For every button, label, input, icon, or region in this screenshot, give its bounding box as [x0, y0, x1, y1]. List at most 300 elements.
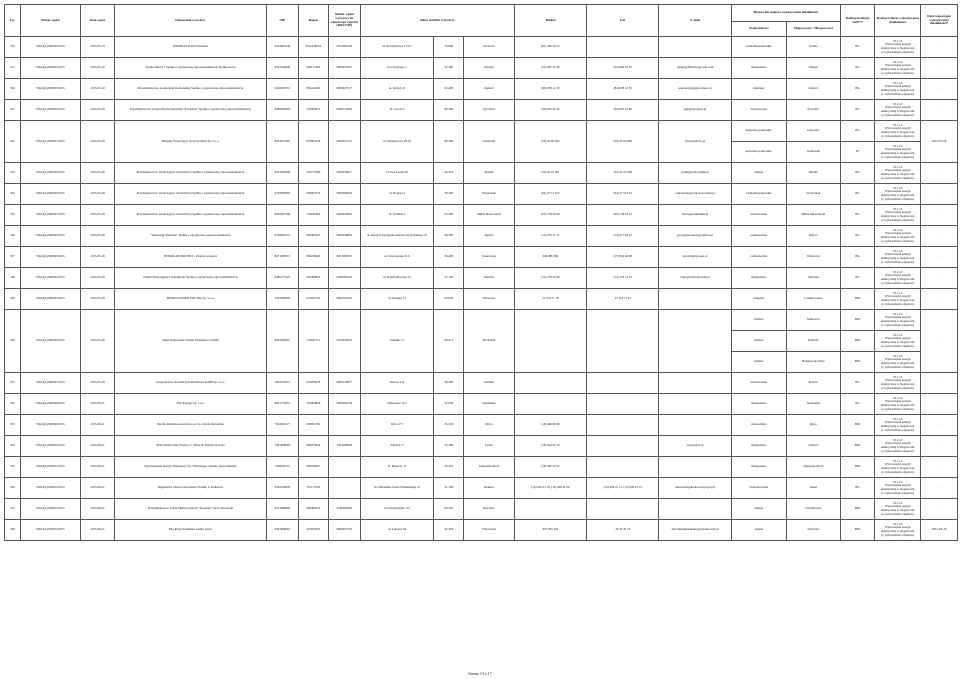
cell-wojewodztwo: podkarpackie: [731, 226, 786, 247]
cell-wojewodztwo: łódzkie: [731, 310, 786, 331]
cell-lp: 326: [5, 226, 21, 247]
cell-oznaczenie: Przedsiębiorstwo Gospodarki Komunalnej "Żyrardów" Spółka z ograniczoną odpowiedzialnością: [115, 100, 267, 121]
activity-line: (z wyłączeniem odpadów): [881, 238, 914, 243]
cell-rodzaj: BG: [840, 58, 874, 79]
cell-miasto: Szczecin: [464, 37, 515, 58]
cell-adres: ul. Trembia 4: [360, 205, 433, 226]
table-row: [5, 100, 958, 121]
cell-regon: 710031864: [298, 205, 328, 226]
activity-line: elektrycznej w biogazowni: [881, 445, 915, 449]
cell-kod: 26-200: [434, 373, 464, 394]
activity-line: 33.11.Z: [892, 80, 903, 85]
cell-data-wpisu: 2015-05-28: [80, 268, 114, 289]
cell-regon: 000951762: [298, 415, 328, 436]
activity-line: Wytwarzanie energii: [884, 483, 911, 488]
cell-oznaczenie: MERKO POWER POLSKA Sp. z o.o.: [115, 289, 267, 310]
cell-fax: (12) 276 12 76: [587, 268, 659, 289]
cell-email: [659, 37, 731, 58]
cell-adres: ul. Płaszczy 12: [360, 457, 433, 478]
cell-rodzaj-dzialalnosci: [875, 310, 921, 331]
cell-regon: 750006613: [298, 100, 328, 121]
cell-krs: 0000113850: [328, 100, 360, 121]
cell-telefon: (18) 446 90 06: [514, 415, 586, 436]
cell-krs: 0000048895: [328, 226, 360, 247]
cell-data-zmiany: -: [921, 58, 958, 79]
cell-email: introlab@bg.onet.pl: [659, 247, 731, 268]
cell-adres: ul. Marszałka Józefa Piłsudskiego 22: [360, 478, 433, 499]
cell-rodzaj-dzialalnosci: [875, 226, 921, 247]
cell-fax: 22 314 71 01: [587, 289, 659, 310]
cell-nip: 6821776561: [266, 394, 298, 415]
cell-telefon: (25) 758 58 60: [514, 205, 586, 226]
cell-nip: 9220005765: [266, 79, 298, 100]
cell-lp: 323: [5, 163, 21, 184]
cell-nr-wpisu: WKO(Z)/000039/2015: [21, 163, 81, 184]
cell-rodzaj-dzialalnosci: [875, 121, 921, 142]
header-telefon: Telefon: [514, 5, 586, 37]
cell-rodzaj: BIO: [840, 310, 874, 331]
cell-miejscowosc: Wadowice: [786, 247, 840, 268]
activity-line: (z wyłączeniem odpadów): [881, 259, 914, 264]
cell-data-wpisu: 2015-06-01: [80, 436, 114, 457]
cell-miasto: Grudziądz: [464, 121, 515, 163]
cell-fax: [587, 37, 659, 58]
activity-line: (z wyłączeniem odpadów): [881, 343, 914, 348]
cell-fax: [587, 310, 659, 373]
cell-nip: 7361006177: [266, 415, 298, 436]
cell-adres: ul. Mickiewicza 20/30: [360, 121, 433, 163]
activity-line: 33.11.Z: [892, 374, 903, 379]
cell-lp: 335: [5, 457, 21, 478]
cell-fax: (46) 855 22 80: [587, 100, 659, 121]
cell-miasto: Szczecinek: [464, 184, 515, 205]
cell-lp: 330: [5, 310, 21, 373]
activity-line: 33.11.Z: [892, 143, 903, 148]
activity-line: (z wyłączeniem odpadów): [881, 133, 914, 138]
cell-adres: ul. Przemysłowa 17A/5: [360, 37, 433, 58]
cell-adres: ul. Księdza Kardynała Stefana Wyszyńskiego 25: [360, 226, 433, 247]
cell-krs: [328, 478, 360, 499]
cell-rodzaj: BIO: [840, 352, 874, 373]
cell-oznaczenie: "Wodociągi Rybickie" Spółka z ograniczoną odpowiedzialnością: [115, 226, 267, 247]
cell-wojewodztwo: lubuskie: [731, 289, 786, 310]
cell-telefon: (18) 202 20 02: [514, 457, 586, 478]
cell-miejscowosc: Skawina: [786, 268, 840, 289]
cell-wojewodztwo: świętokrzyskie: [731, 478, 786, 499]
cell-email: biuro@pwikminsk.pl: [659, 205, 731, 226]
table-row: [5, 394, 958, 415]
table-row: [5, 520, 958, 541]
cell-lp: 311: [5, 58, 21, 79]
cell-wojewodztwo: zachodniopomorskie: [731, 37, 786, 58]
cell-data-zmiany: 2015-07-08: [921, 121, 958, 163]
activity-line: elektrycznej w biogazowni: [881, 361, 915, 365]
cell-nr-wpisu: WKO(Z)/000047/2015: [21, 373, 81, 394]
cell-rodzaj: BIO: [840, 331, 874, 352]
table-row: [5, 205, 958, 226]
cell-miejscowosc: Lesusin Górne: [786, 289, 840, 310]
cell-fax: 32 32 45 33: [587, 520, 659, 541]
cell-data-wpisu: 2015-05-28: [80, 121, 114, 163]
cell-data-wpisu: 2015-06-01: [80, 478, 114, 499]
activity-line: 33.11.Z: [892, 416, 903, 421]
cell-regon: 000230620: [298, 247, 328, 268]
cell-lp: 321: [5, 100, 21, 121]
cell-fax: (94) 37 523 32: [587, 184, 659, 205]
cell-miasto: Żyrardów: [464, 100, 515, 121]
cell-data-wpisu: 2015-05-28: [80, 289, 114, 310]
cell-fax: (12) 628 41 51, (12) 628 41 53: [587, 478, 659, 499]
activity-line: elektrycznej w biogazowni: [881, 235, 915, 239]
cell-rodzaj-dzialalnosci: [875, 415, 921, 436]
cell-data-wpisu: 2015-05-28: [80, 205, 114, 226]
activity-line: Wytwarzanie energii: [884, 189, 911, 194]
cell-fax: [587, 373, 659, 394]
cell-miejscowosc: Grudziądz: [786, 142, 840, 163]
cell-kod: 45-393: [434, 520, 464, 541]
cell-miejscowosc: Gdzowiec: [786, 121, 840, 142]
cell-nr-wpisu: WKO(Z)/000034/2015: [21, 58, 81, 79]
cell-adres: Zabrzeż 17: [360, 436, 433, 457]
cell-email: [659, 415, 731, 436]
cell-rodzaj-dzialalnosci: [875, 478, 921, 499]
cell-fax: [587, 415, 659, 436]
cell-fax: (25) 758 67 52: [587, 205, 659, 226]
header-adres: Adres siedziby wytwórcy: [360, 5, 514, 37]
activity-line: elektrycznej w biogazowni: [881, 487, 915, 491]
table-row: [5, 79, 958, 100]
cell-fax: [587, 499, 659, 520]
cell-wojewodztwo: mazowieckie: [731, 373, 786, 394]
activity-line: Wytwarzanie energii: [884, 252, 911, 257]
header-miejsce: Miejsce lub miejsca wykonywania działalności: [731, 5, 840, 22]
cell-miasto: Warszawa: [464, 289, 515, 310]
activity-line: Wytwarzanie energii: [884, 105, 911, 110]
cell-telefon: (18) 444 65 19: [514, 436, 586, 457]
cell-rodzaj: BG: [840, 478, 874, 499]
cell-adres: Prusów 11a: [360, 373, 433, 394]
cell-oznaczenie: Przedsiębiorstwo Gospodarki Komunalnej Spółka z ograniczoną odpowiedzialnością: [115, 79, 267, 100]
cell-telefon: [514, 373, 586, 394]
cell-nr-wpisu: WKO(Z)/000049/2015: [21, 415, 81, 436]
activity-line: 33.11.Z: [892, 206, 903, 211]
cell-rodzaj-dzialalnosci: [875, 268, 921, 289]
cell-rodzaj: BIO: [840, 499, 874, 520]
cell-kod: 78-400: [434, 184, 464, 205]
table-body: [5, 37, 958, 541]
cell-krs: 0522056953: [328, 310, 360, 373]
cell-miejscowosc: Zabrzeż: [786, 436, 840, 457]
cell-data-wpisu: 2015-06-01: [80, 520, 114, 541]
cell-miejscowosc: Karnicin: [786, 331, 840, 352]
activity-line: 33.11.Z: [892, 311, 903, 316]
cell-lp: 320: [5, 79, 21, 100]
cell-miasto: Łącko: [464, 436, 515, 457]
header-miejscowosc: Miejscowość / Miejscowości: [786, 22, 840, 37]
cell-krs: 0000042802: [328, 205, 360, 226]
table-row: [5, 184, 958, 205]
cell-krs: 0000296116: [328, 268, 360, 289]
cell-miasto: Włocławek: [464, 520, 515, 541]
activity-line: Wytwarzanie energii: [884, 42, 911, 47]
activity-line: 33.11.Z: [892, 395, 903, 400]
cell-miasto: Boćnichm: [464, 310, 515, 373]
cell-wojewodztwo: małopolskie: [731, 415, 786, 436]
cell-wojewodztwo: śląskie: [731, 163, 786, 184]
cell-kod: 39-200: [434, 226, 464, 247]
cell-miasto: Kraków: [464, 478, 515, 499]
cell-data-wpisu: 2015-06-01: [80, 415, 114, 436]
cell-krs: 0000098432: [328, 184, 360, 205]
cell-oznaczenie: Zgromadzenie Księży Misjonarzy Św. Wincentego a Paulo, Dom Zakonny: [115, 457, 267, 478]
cell-regon: 830409163: [298, 226, 328, 247]
cell-miejscowosc: Jasień: [786, 478, 840, 499]
activity-line: Wytwarzanie energii: [884, 441, 911, 446]
cell-nr-wpisu: WKO(Z)/000035/2015: [21, 79, 81, 100]
cell-miejscowosc: Stobno: [786, 37, 840, 58]
cell-kod: 99-417: [434, 310, 464, 373]
cell-rodzaj-dzialalnosci: [875, 142, 921, 163]
cell-rodzaj-dzialalnosci: [875, 331, 921, 352]
cell-rodzaj-dzialalnosci: [875, 205, 921, 226]
cell-email: biuro@zwik.skawina.pl: [659, 268, 731, 289]
cell-miejscowosc: Zamość: [786, 79, 840, 100]
cell-wojewodztwo: śląskie: [731, 520, 786, 541]
cell-nip: 6301896016: [266, 520, 298, 541]
cell-adres: Rytro 271: [360, 415, 433, 436]
activity-line: Wytwarzanie energii: [884, 294, 911, 299]
register-table: [4, 4, 958, 541]
cell-data-wpisu: 2015-05-28: [80, 163, 114, 184]
cell-oznaczenie: Regionalny Zarząd Gospodarki Wodnej w Krakowie: [115, 478, 267, 499]
cell-telefon: (22) 867 45 39: [514, 58, 586, 79]
cell-krs: 0000051531: [328, 121, 360, 163]
activity-line: 33.11.Z: [892, 332, 903, 337]
cell-nr-wpisu: WKO(Z)/000048/2015: [21, 394, 81, 415]
cell-lp: 331: [5, 373, 21, 394]
cell-miasto: Jedlińsk: [464, 373, 515, 394]
cell-oznaczenie: INTROLAB PROJEKT - Pandas Grzegorz: [115, 247, 267, 268]
table-row: [5, 457, 958, 478]
cell-rodzaj-dzialalnosci: [875, 457, 921, 478]
cell-fax: (32) 42 23 438: [587, 163, 659, 184]
activity-line: (z wyłączeniem odpadów): [881, 490, 914, 495]
cell-rodzaj-dzialalnosci: [875, 79, 921, 100]
cell-fax: [587, 457, 659, 478]
cell-nr-wpisu: WKO(Z)/000037/2015: [21, 121, 81, 163]
cell-kod: 05-300: [434, 205, 464, 226]
cell-adres: ul. Radziwiłłowska 31: [360, 268, 433, 289]
cell-lp: 334: [5, 436, 21, 457]
cell-kod: 86-300: [434, 121, 464, 163]
cell-fax: (22) 842 42 56: [587, 58, 659, 79]
cell-wojewodztwo: mazowieckie: [731, 205, 786, 226]
cell-rodzaj-dzialalnosci: [875, 289, 921, 310]
cell-miasto: Katowice: [464, 499, 515, 520]
cell-data-zmiany: -: [921, 247, 958, 268]
cell-miejscowosc: Żyrardów: [786, 100, 840, 121]
cell-nip: 6730008083: [266, 184, 298, 205]
activity-line: 33.11.Z: [892, 227, 903, 232]
activity-line: 33.11.Z: [892, 164, 903, 169]
activity-line: (z wyłączeniem odpadów): [881, 301, 914, 306]
cell-lp: 333: [5, 415, 21, 436]
activity-line: Wytwarzanie energii: [884, 315, 911, 320]
cell-oznaczenie: Maki Elektrownie Wodne Wożniakow-Chełki: [115, 310, 267, 373]
cell-miasto: Zamość: [464, 79, 515, 100]
cell-rodzaj: BG: [840, 226, 874, 247]
cell-rodzaj: BG: [840, 79, 874, 100]
cell-krs: 6340068464: [328, 499, 360, 520]
cell-rodzaj: BG: [840, 184, 874, 205]
table-row: [5, 478, 958, 499]
cell-oznaczenie: Gospodarstwo Produkcyjno-Handlowe RABP Sp. z o.o.: [115, 373, 267, 394]
cell-krs: 0000459507: [328, 58, 360, 79]
cell-nip: 5262686684: [266, 289, 298, 310]
cell-adres: ul. Pod Lasem 62: [360, 163, 433, 184]
cell-wojewodztwo: kujawsko-pomorskie: [731, 142, 786, 163]
cell-kod: 39-400: [434, 247, 464, 268]
cell-adres: Zabełkie 17: [360, 310, 433, 373]
activity-line: (z wyłączeniem odpadów): [881, 532, 914, 537]
activity-line: elektrycznej w biogazowni: [881, 382, 915, 386]
cell-kod: 70-800: [434, 37, 464, 58]
cell-telefon: [514, 310, 586, 373]
activity-line: elektrycznej w biogazowni: [881, 172, 915, 176]
cell-nip: 9591542828: [266, 58, 298, 79]
activity-line: 33.11.Z: [892, 458, 903, 463]
activity-line: Wytwarzanie energii: [884, 525, 911, 530]
table-row: [5, 289, 958, 310]
cell-wojewodztwo: łódzkie: [731, 352, 786, 373]
cell-miasto: Olsztyn: [464, 58, 515, 79]
activity-line: elektrycznej w biogazowni: [881, 277, 915, 281]
cell-rodzaj: BG: [840, 373, 874, 394]
cell-miasto: Dębica: [464, 226, 515, 247]
cell-adres: ul. Bogusa 3: [360, 184, 433, 205]
table-row: [5, 373, 958, 394]
cell-data-wpisu: 2015-05-13: [80, 37, 114, 58]
cell-wojewodztwo: łódzkie: [731, 331, 786, 352]
activity-line: Wytwarzanie energii: [884, 462, 911, 467]
header-lp: Lp.: [5, 5, 21, 37]
cell-regon: 260135462: [298, 58, 328, 79]
cell-kod: 32-400: [434, 58, 464, 79]
activity-line: (z wyłączeniem odpadów): [881, 175, 914, 180]
cell-kod: 80-561: [434, 499, 464, 520]
cell-adres: ul. Pulaska 73: [360, 289, 433, 310]
cell-krs: [328, 415, 360, 436]
cell-telefon: (14) 670 51 71: [514, 226, 586, 247]
cell-data-zmiany: -: [921, 499, 958, 520]
cell-lp: 329: [5, 289, 21, 310]
activity-line: elektrycznej w biogazowni: [881, 340, 915, 344]
cell-regon: 490074044: [298, 436, 328, 457]
cell-miejscowosc: Rybnik: [786, 163, 840, 184]
activity-line: (z wyłączeniem odpadów): [881, 469, 914, 474]
table-row: [5, 499, 958, 520]
cell-miejscowosc: Żędowice: [786, 520, 840, 541]
cell-regon: 950242400: [298, 79, 328, 100]
cell-lp: 322: [5, 121, 21, 163]
cell-krs: 9522085436: [328, 37, 360, 58]
cell-nip: 7961625021: [266, 373, 298, 394]
table-row: [5, 121, 958, 142]
cell-kod: 33-389: [434, 436, 464, 457]
cell-data-zmiany: 2015-05-26: [921, 520, 958, 541]
cell-regon: 242832095: [298, 520, 328, 541]
cell-telefon: 22 314 71 18: [514, 289, 586, 310]
cell-nip: 9522085436: [266, 37, 298, 58]
cell-nr-wpisu: WKO(Z)/000044/2015: [21, 268, 81, 289]
table-row: [5, 268, 958, 289]
table-row: [5, 247, 958, 268]
cell-nr-wpisu: WKO(Z)/000040/2015: [21, 184, 81, 205]
activity-line: elektrycznej w biogazowni: [881, 193, 915, 197]
activity-line: 33.11.Z: [892, 500, 903, 505]
cell-lp: 310: [5, 37, 21, 58]
cell-miejscowosc: Prusów: [786, 373, 840, 394]
cell-miejscowosc: Sułkowice: [786, 310, 840, 331]
cell-email: marcinkaminskielko@yandsei.com.pl: [659, 520, 731, 541]
cell-data-zmiany: -: [921, 289, 958, 310]
cell-kod: 00-856: [434, 289, 464, 310]
activity-line: 33.11.Z: [892, 248, 903, 253]
cell-rodzaj: BG: [840, 394, 874, 415]
cell-kod: 22-400: [434, 79, 464, 100]
cell-miasto: Zakopane-Olcza: [464, 457, 515, 478]
cell-miejscowosc: Bolimowska Wieś: [786, 352, 840, 373]
cell-email: [659, 289, 731, 310]
cell-fax: [587, 394, 659, 415]
header-email: E-mail: [659, 5, 731, 37]
activity-line: elektrycznej w biogazowni: [881, 46, 915, 50]
cell-data-wpisu: 2015-06-01: [80, 394, 114, 415]
cell-miasto: Mińsk Mazowiecki: [464, 205, 515, 226]
cell-rodzaj-dzialalnosci: [875, 520, 921, 541]
activity-line: (z wyłączeniem odpadów): [881, 217, 914, 222]
activity-line: 33.11.Z: [892, 290, 903, 295]
activity-line: elektrycznej w biogazowni: [881, 298, 915, 302]
cell-miasto: Skawina: [464, 268, 515, 289]
cell-miejscowosc: Szczecinek: [786, 184, 840, 205]
cell-fax: (15) 822 64 98: [587, 247, 659, 268]
cell-email: pwik@pwik-rybnik.pl: [659, 163, 731, 184]
cell-data-zmiany: -: [921, 79, 958, 100]
cell-regon: 870805639: [298, 121, 328, 163]
activity-line: Wytwarzanie energii: [884, 378, 911, 383]
cell-nr-wpisu: WKO(Z)/000051/2015: [21, 457, 81, 478]
cell-data-zmiany: -: [921, 268, 958, 289]
cell-lp: 325: [5, 205, 21, 226]
activity-line: (z wyłączeniem odpadów): [881, 364, 914, 369]
cell-email: sekretariat@pwik.szczecinek.pl: [659, 184, 731, 205]
cell-lp: 328: [5, 268, 21, 289]
cell-rodzaj: BIO: [840, 457, 874, 478]
header-fax: Fax: [587, 5, 659, 37]
header-regon: Regon: [298, 5, 328, 37]
activity-line: 33.11.Z: [892, 437, 903, 442]
cell-data-zmiany: -: [921, 310, 958, 373]
activity-line: Wytwarzanie energii: [884, 231, 911, 236]
cell-nip: 8471089372: [266, 247, 298, 268]
header-nr-wpisu: Numer wpisu: [21, 5, 81, 37]
cell-adres: ul. Kurlandyjska 3/5: [360, 499, 433, 520]
cell-krs: 8471089372: [328, 247, 360, 268]
activity-line: 33.11.Z: [892, 122, 903, 127]
cell-miejscowosc: Rytro: [786, 415, 840, 436]
cell-data-wpisu: 2015-05-28: [80, 100, 114, 121]
